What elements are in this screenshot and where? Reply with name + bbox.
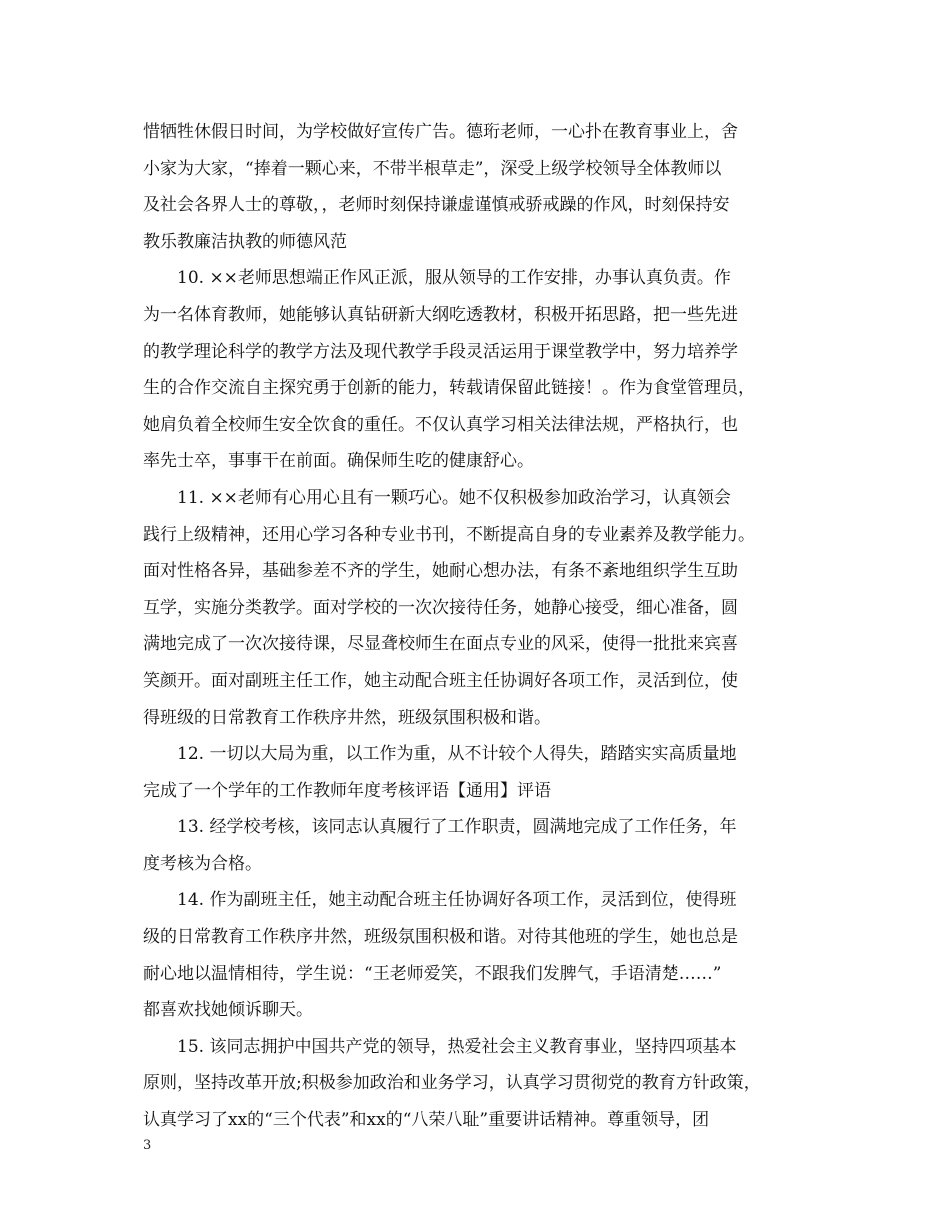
text-line: 率先士卒，事事干在前面。确保师生吃的健康舒心。	[143, 451, 534, 472]
text-line: 原则，坚持改革开放;积极参加政治和业务学习，认真学习贯彻党的教育方针政策，	[143, 1073, 761, 1094]
paragraph-continuation	[143, 114, 808, 260]
text-line: 级的日常教育工作秩序井然，班级氛围积极和谐。对待其他班的学生，她也总是	[143, 927, 738, 948]
text-line: 惜牺牲休假日时间，为学校做好宣传广告。德珩老师，一心扑在教育事业上，舍	[143, 122, 738, 142]
text-line: 都喜欢找她倾诉聊天。	[143, 1000, 313, 1021]
paragraph-item-14	[143, 882, 808, 1028]
text-line: 面对性格各异，基础参差不齐的学生，她耐心想办法，有条不紊地组织学生互助	[143, 561, 738, 582]
text-line: 互学，实施分类教学。面对学校的一次次接待任务，她静心接受，细心准备，圆	[143, 597, 738, 618]
text-line: 12. 一切以大局为重，以工作为重，从不计较个人得失，踏踏实实高质量地	[177, 744, 737, 765]
text-line: 生的合作交流自主探究勇于创新的能力，转载请保留此链接！。作为食堂管理员，	[143, 378, 755, 399]
text-line: 小家为大家，“捧着一颗心来，不带半根草走”，深受上级学校领导全体教师以	[143, 158, 722, 179]
text-line: 及社会各界人士的尊敬，，老师时刻保持谦虚谨慎戒骄戒躁的作风，时刻保持安	[143, 195, 730, 216]
text-line: 耐心地以温情相待，学生说：“王老师爱笑，不跟我们发脾气，手语清楚……”	[143, 963, 722, 984]
text-line: 11. ××老师有心用心且有一颗巧心。她不仅积极参加政治学习，认真领会	[177, 487, 731, 508]
text-line: 10. ××老师思想端正作风正派，服从领导的工作安排，办事认真负责。作	[177, 268, 731, 289]
paragraph-item-10	[143, 260, 808, 480]
text-line: 认真学习了xx的“三个代表”和xx的“八荣八耻”重要讲话精神。尊重领导，团	[143, 1110, 710, 1131]
paragraph-item-13	[143, 809, 808, 882]
document-body	[143, 114, 808, 1139]
paragraph-item-11	[143, 480, 808, 736]
text-line: 践行上级精神，还用心学习各种专业书刊，不断提高自身的专业素养及教学能力。	[143, 524, 755, 545]
text-line: 14. 作为副班主任，她主动配合班主任协调好各项工作，灵活到位，使得班	[177, 890, 737, 911]
text-line: 满地完成了一次次接待课，尽显聋校师生在面点专业的风采，使得一批批来宾喜	[143, 634, 738, 655]
text-line: 度考核为合格。	[143, 853, 262, 874]
text-line: 教乐教廉洁执教的师德风范	[143, 231, 347, 252]
page-number: 3	[143, 1138, 152, 1153]
text-line: 15. 该同志拥护中国共产党的领导，热爱社会主义教育事业，坚持四项基本	[177, 1036, 737, 1057]
text-line: 13. 经学校考核，该同志认真履行了工作职责，圆满地完成了工作任务，年	[177, 817, 737, 838]
text-line: 为一名体育教师，她能够认真钻研新大纲吃透教材，积极开拓思路，把一些先进	[143, 304, 738, 325]
text-line: 完成了一个学年的工作教师年度考核评语【通用】评语	[143, 780, 551, 801]
paragraph-item-12	[143, 736, 808, 809]
text-line: 笑颜开。面对副班主任工作，她主动配合班主任协调好各项工作，灵活到位，使	[143, 670, 738, 691]
text-line: 的教学理论科学的教学方法及现代教学手段灵活运用于课堂教学中，努力培养学	[143, 341, 738, 362]
text-line: 得班级的日常教育工作秩序井然，班级氛围积极和谐。	[143, 707, 551, 728]
paragraph-item-15	[143, 1029, 808, 1139]
text-line: 她肩负着全校师生安全饮食的重任。不仅认真学习相关法律法规，严格执行，也	[143, 414, 738, 435]
